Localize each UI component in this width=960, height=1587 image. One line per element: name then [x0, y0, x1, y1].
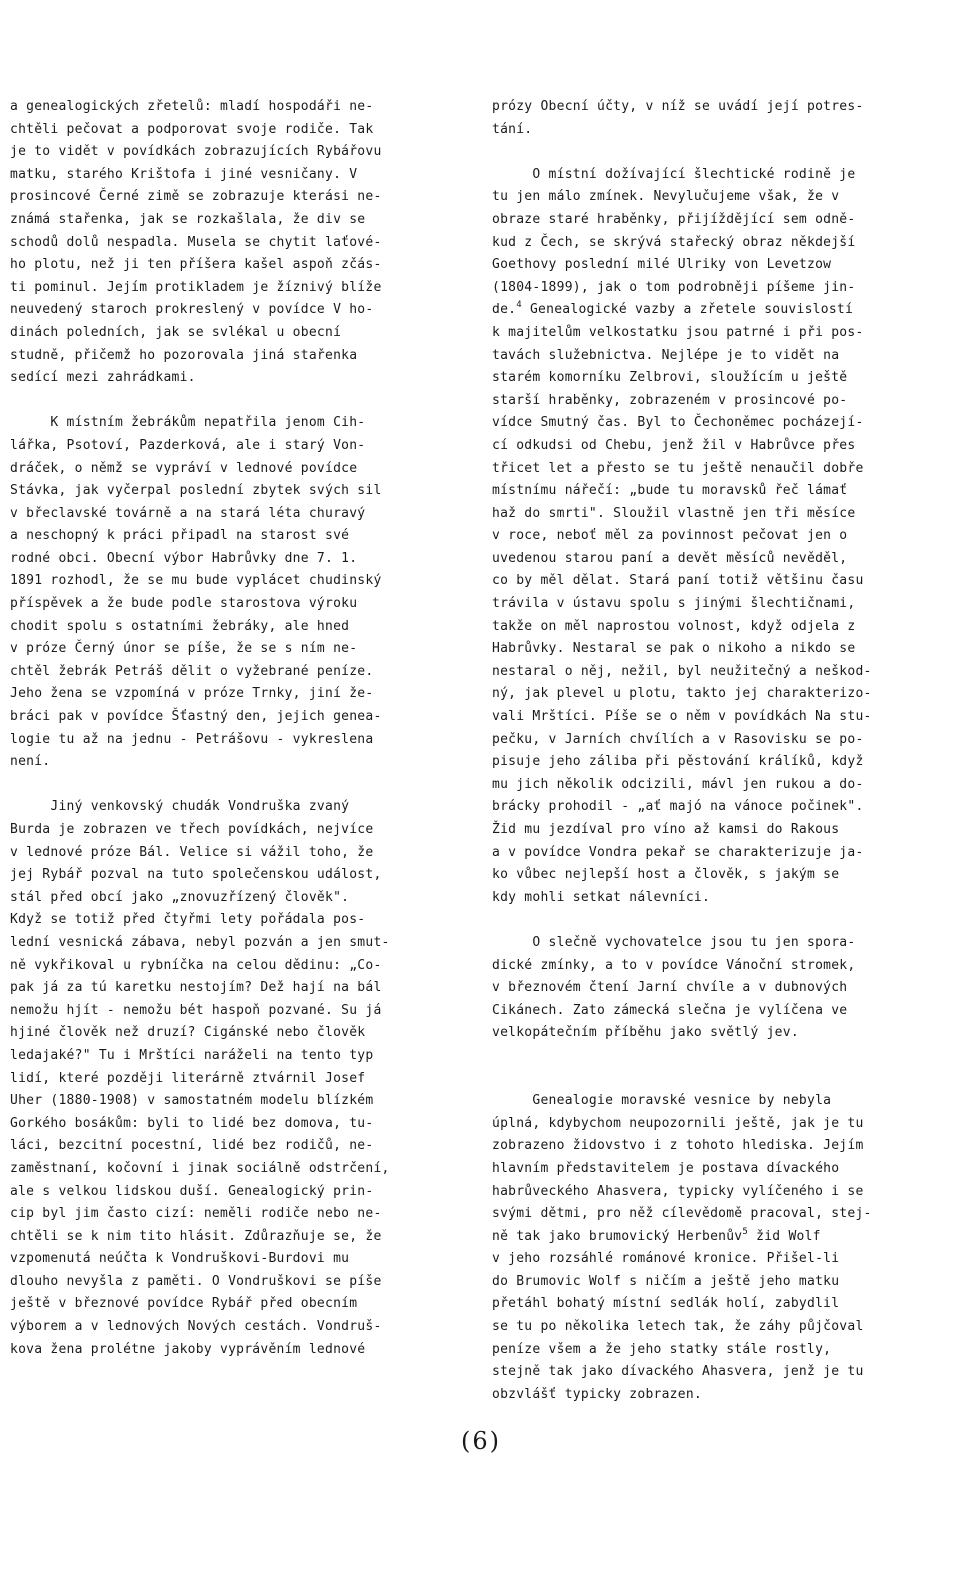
left-text-column: [10, 96, 462, 1361]
text-line: brácky prohodil - „ať majó na vánoce počinek".: [492, 799, 864, 815]
text-line: dinách poledních, jak se svlékal u obecní: [10, 324, 342, 340]
text-line: neuvedený staroch prokreslený v povídce V ho-: [10, 302, 374, 318]
footnote-marker: 4: [516, 300, 522, 311]
text-line: zobrazeno židovstvo i z tohoto hlediska. Jejím: [492, 1138, 864, 1154]
text-line: do Brumovic Wolf s ničím a ještě jeho matku: [492, 1273, 840, 1289]
text-line: není.: [10, 754, 51, 770]
text-line: a neschopný k práci připadl na starost své: [10, 528, 350, 544]
text-line: co by měl dělat. Stará paní totiž většinu času: [492, 573, 864, 589]
text-line: dlouho nevyšla z paměti. O Vondruškovi se píše: [10, 1273, 382, 1289]
text-line: v jeho rozsáhlé románové kronice. Přišel-li: [492, 1251, 840, 1267]
text-line: láci, bezcitní pocestní, lidé bez rodičů, ne-: [10, 1138, 374, 1154]
text-line: prosincové Černé zimě se zobrazuje kterási ne-: [10, 189, 382, 205]
text-line: lední vesnická zábava, nebyl pozván a jen smut-: [10, 934, 390, 950]
text-line: zaměstnaní, kočovní i jinak sociálně odstrčení,: [10, 1160, 390, 1176]
text-line: logie tu až na jednu - Petrášovu - vykreslena: [10, 731, 374, 747]
text-line: prózy Obecní účty, v níž se uvádí její potres-: [492, 99, 864, 114]
text-line: Gorkého bosákům: byli to lidé bez domova, tu-: [10, 1115, 374, 1131]
text-line: matku, starého Krištofa i jiné vesničany. V: [10, 166, 358, 182]
paragraph-gap: [492, 1045, 947, 1068]
text-line: kud z Čech, se skrývá stařecký obraz někdejší: [492, 234, 856, 250]
text-line: takže on měl naprostou volnost, když odjela z: [492, 618, 856, 634]
text-line: pisuje jeho záliba při pěstování králíků, když: [492, 754, 864, 770]
text-line: ti pominul. Jejím protikladem je žíznivý blíže: [10, 279, 382, 295]
text-line: ho plotu, než ji ten příšera kašel aspoň zčás-: [10, 257, 382, 273]
text-line: chtěli se k nim tito hlásit. Zdůrazňuje se, že: [10, 1228, 382, 1244]
text-line: Jeho žena se vzpomíná v próze Trnky, jiní že-: [10, 686, 374, 702]
text-line: v próze Černý únor se píše, že se s ním ne-: [10, 641, 358, 657]
text-line: O místní dožívající šlechtické rodině je: [492, 166, 856, 182]
text-line: se tu po několika letech tak, že záhy půjčoval: [492, 1319, 864, 1335]
text-line: svými dětmi, pro něž cílevědomě pracoval, stej-: [492, 1206, 872, 1222]
text-line: sedící mezi zahrádkami.: [10, 370, 196, 386]
text-line: v břeclavské továrně a na stará léta churavý: [10, 505, 366, 521]
text-line: tu jen málo zmínek. Nevylučujeme však, že v: [492, 189, 840, 205]
text-line: stál před obcí jako „znovuzřízený člověk".: [10, 889, 350, 905]
text-line: jej Rybář pozval na tuto společenskou událost,: [10, 867, 382, 883]
text-line: vídce Smutný čas. Byl to Čechoněmec pocházejí-: [492, 415, 864, 431]
text-line: tavách služebnictva. Nejlépe je to vidět na: [492, 347, 840, 363]
text-line: velkopátečním příběhu jako světlý jev.: [492, 1025, 799, 1041]
text-line: stejně tak jako dívackého Ahasvera, jenž je tu: [492, 1364, 864, 1380]
text-line: Uher (1880-1908) v samostatném modelu blízkém: [10, 1093, 374, 1109]
text-line: příspěvek a že bude podle starostova výroku: [10, 596, 358, 612]
text-line: ný, jak plevel u plotu, takto jej charakterizo-: [492, 686, 872, 702]
text-line: tání.: [492, 121, 533, 137]
text-line: lidí, které později literárně ztvárnil Josef: [10, 1070, 366, 1086]
paragraph-gap: [492, 141, 947, 164]
text-line: kdy mohli setkat nálevníci.: [492, 889, 711, 905]
text-line: rodné obci. Obecní výbor Habrůvky dne 7. 1.: [10, 550, 358, 566]
text-line: schodů dolů nespadla. Musela se chytit laťové-: [10, 234, 382, 250]
text-line: ně tak jako brumovický Herbenův$^5$ žid Wolf: [492, 1226, 821, 1244]
text-line: známá stařenka, jak se rozkašlala, že div se: [10, 211, 366, 227]
text-line: Goethovy poslední milé Ulriky von Levetzow: [492, 257, 832, 273]
text-line: nestaral o něj, nežil, byl neužitečný a neškod-: [492, 663, 872, 679]
page-number: (6): [461, 1427, 501, 1455]
text-line: kova žena prolétne jakoby vyprávěním lednové: [10, 1341, 366, 1357]
text-line: Jiný venkovský chudák Vondruška zvaný: [10, 799, 350, 815]
text-line: mu jich několik odcizili, mávl jen rukou a do-: [492, 776, 864, 792]
text-line: (1804-1899), jak o tom podrobněji píšeme jin-: [492, 279, 856, 295]
text-line: přetáhl bohatý místní sedlák holí, zabydlil: [492, 1296, 840, 1312]
text-line: pečku, v Jarních chvílích a v Rasovisku se po-: [492, 731, 864, 747]
paragraph-gap: [10, 390, 462, 413]
text-line: starší hraběnky, zobrazeném v prosincové po-: [492, 392, 848, 408]
text-line: chodit spolu s ostatními žebráky, ale hned: [10, 618, 350, 634]
text-line: třicet let a přesto se tu ještě nenaučil dobře: [492, 460, 864, 476]
text-line: ledajaké?" Tu i Mrštíci naráželi na tento typ: [10, 1047, 374, 1063]
text-line: ně vykřikoval u rybníčka na celou dědinu: „Co-: [10, 957, 382, 973]
text-line: hlavním představitelem je postava dívackého: [492, 1160, 840, 1176]
text-line: obzvlášť typicky zobrazen.: [492, 1386, 702, 1402]
text-line: pak já za tú karetku nestojím? Dež hají na bál: [10, 980, 382, 996]
text-line: Žid mu jezdíval pro víno až kamsi do Rakous: [492, 822, 840, 837]
text-line: a v povídce Vondra pekař se charakterizuje ja-: [492, 844, 864, 860]
text-line: výborem a v lednových Nových cestách. Vondruš-: [10, 1319, 382, 1335]
footnote-marker: 5: [742, 1226, 749, 1237]
text-line: Cikánech. Zato zámecká slečna je vylíčena ve: [492, 1002, 848, 1018]
text-line: dráček, o němž se vypráví v lednové povídce: [10, 460, 358, 476]
text-line: K místním žebrákům nepatřila jenom Cih-: [10, 415, 366, 431]
text-line: starém komorníku Zelbrovi, sloužícím u ještě: [492, 370, 848, 386]
text-line: Habrůvky. Nestaral se pak o nikoho a nikdo se: [492, 641, 856, 657]
text-line: Stávka, jak vyčerpal poslední zbytek svých sil: [10, 483, 382, 499]
text-line: v roce, neboť měl za povinnost pečovat jen o: [492, 528, 848, 544]
text-line: Burda je zobrazen ve třech povídkách, nejvíce: [10, 822, 374, 837]
text-line: bráci pak v povídce Šťastný den, jejich genea-: [10, 709, 382, 725]
text-line: 1891 rozhodl, že se mu bude vyplácet chudinský: [10, 573, 382, 589]
text-line: vali Mrštíci. Píše se o něm v povídkách Na stu-: [492, 709, 872, 725]
text-line: trávila v ústavu spolu s jinými šlechtičnami,: [492, 596, 856, 612]
text-line: Když se totiž před čtyřmi lety pořádala pos-: [10, 912, 366, 928]
text-line: chtěli pečovat a podporovat svoje rodiče. Tak: [10, 121, 374, 137]
text-line: úplná, kdybychom neupozornili ještě, jak je tu: [492, 1115, 864, 1131]
paragraph-gap: [492, 1068, 947, 1091]
text-line: k majitelům velkostatku jsou patrné i při pos-: [492, 324, 864, 340]
text-line: ještě v březnové povídce Rybář před obecním: [10, 1296, 358, 1312]
text-line: v březnovém čtení Jarní chvíle a v dubnových: [492, 980, 848, 996]
text-line: de.$^4$ Genealogické vazby a zřetele souvislostí: [492, 300, 854, 318]
text-line: chtěl žebrák Petráš dělit o vyžebrané peníze.: [10, 663, 374, 679]
text-line: nemožu hjít - nemožu bét haspoň pozvané. Su já: [10, 1002, 382, 1018]
text-line: studně, přičemž ho pozorovala jiná stařenka: [10, 347, 358, 363]
text-line: uvedenou starou paní a devět měsíců nevěděl,: [492, 550, 848, 566]
text-line: cip byl jim často cizí: neměli rodiče nebo ne-: [10, 1206, 382, 1222]
text-line: ale s velkou lidskou duší. Genealogický prin-: [10, 1183, 374, 1199]
text-line: místnímu nářečí: „bude tu moravsků řeč lámať: [492, 483, 848, 499]
text-line: je to vidět v povídkách zobrazujících Rybářovu: [10, 144, 382, 160]
text-line: ko vůbec nejlepší host a člověk, s jakým se: [492, 867, 840, 883]
text-line: v lednové próze Bál. Velice si vážil toho, že: [10, 844, 374, 860]
text-line: lářka, Psotoví, Pazderková, ale i starý Von-: [10, 437, 366, 453]
text-line: O slečně vychovatelce jsou tu jen spora-: [492, 934, 856, 950]
text-line: habrůveckého Ahasvera, typicky vylíčeného i se: [492, 1183, 864, 1199]
paragraph-gap: [10, 774, 462, 797]
text-line: Genealogie moravské vesnice by nebyla: [492, 1093, 832, 1109]
text-line: obraze staré hraběnky, přijíždějící sem odně-: [492, 211, 856, 227]
text-line: a genealogických zřetelů: mladí hospodáři ne-: [10, 99, 374, 114]
paragraph-gap: [492, 909, 947, 932]
right-text-column: [492, 96, 947, 1406]
text-line: hjiné člověk než druzí? Cigánské nebo člověk: [10, 1025, 366, 1041]
text-line: cí odkudsi od Chebu, jenž žil v Habrůvce přes: [492, 437, 856, 453]
text-line: peníze všem a že jeho statky stále rostly,: [492, 1341, 832, 1357]
text-line: dické zmínky, a to v povídce Vánoční stromek,: [492, 957, 856, 973]
text-line: haž do smrti". Sloužil vlastně jen tři měsíce: [492, 505, 856, 521]
text-line: vzpomenutá neúčta k Vondruškovi-Burdovi mu: [10, 1251, 350, 1267]
